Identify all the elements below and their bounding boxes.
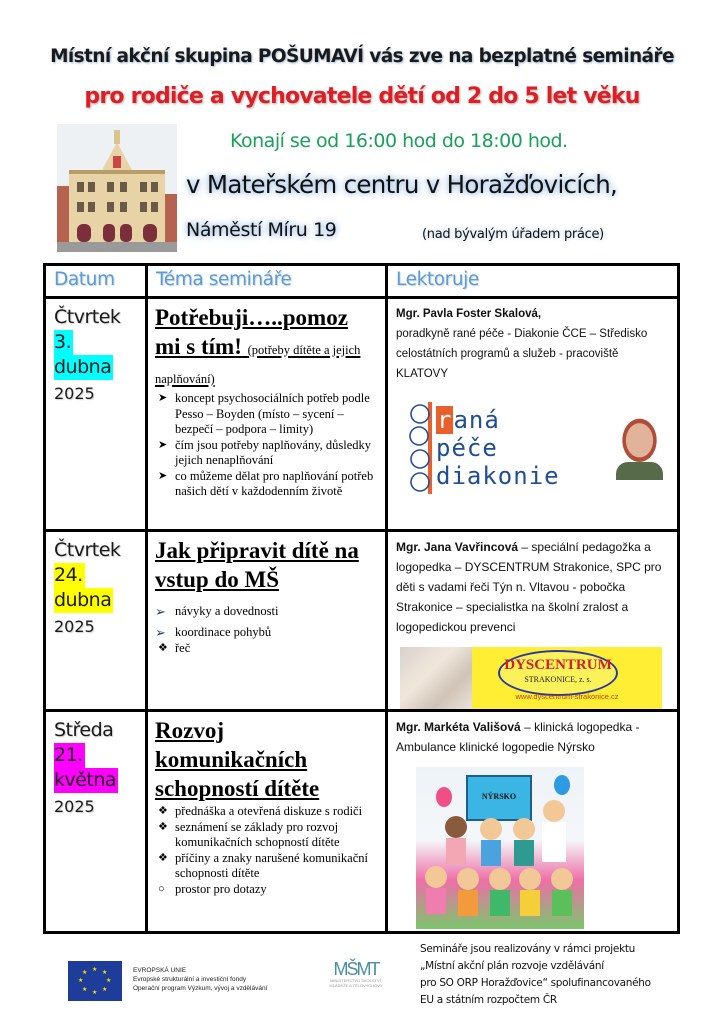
weekday: Čtvrtek [54,306,121,328]
eu-star-icon: ★ [82,970,88,976]
eu-title: EVROPSKÁ UNIE [133,967,187,974]
lecturer-cell [387,298,679,531]
arrowhead-bullet-icon: ➤ [158,438,168,451]
month: dubna [54,356,112,378]
list-item [155,604,379,620]
project-line3: pro SO ORP Horažďovice“ spolufinancovaného [420,977,651,989]
project-line1: Semináře jsou realizovány v rámci projektu [420,943,636,955]
topic-title-text: Potřebuji…..pomoz mi s tím! [155,305,348,359]
logo-line2: diakonie [436,462,560,490]
date-cell [45,531,147,711]
event-address: Náměstí Míru 19 [186,219,337,241]
arrow-bullet-icon: ➢ [155,624,166,640]
diamond-bullet-icon: ❖ [158,820,168,833]
list-item-text: co můžeme dělat pro naplňování potřeb našich dětí v každodenním životě [175,468,374,498]
list-item-text: čím jsou potřeby naplňovány, důsledky jejich nenaplňování [175,437,372,467]
seminar-schedule-table [43,263,680,934]
list-item-text: koordinace pohybů [175,624,272,639]
eu-flag-logo [68,961,122,1001]
list-item [155,469,379,500]
event-time: Konají se od 16:00 hod do 18:00 hod. [230,130,568,152]
msmt-mark: MŠMT [333,959,379,979]
circle-bullet-icon: ○ [158,882,165,895]
event-address-note: (nad bývalým úřadem práce) [422,227,604,242]
year: 2025 [54,384,95,403]
date-cell [45,711,147,933]
lecturer-portrait [608,416,671,480]
day-number: 24. [54,564,83,586]
project-line2: „Místní akční plán rozvoje vzdělávání [420,960,604,972]
children-faces-icon [408,402,434,494]
dyscentrum-name: DYSCENTRUM [504,657,612,673]
table-header-row [45,265,679,298]
year: 2025 [54,617,95,636]
arrowhead-bullet-icon: ➤ [158,469,168,482]
arrowhead-bullet-icon: ➤ [158,392,168,404]
msmt-logo [328,960,384,988]
list-item-text: řeč [175,641,191,655]
list-item-text: koncept psychosociálních potřeb podle Pesso – Boyden (místo – sycení – bezpečí – podpora – limity) [175,391,370,436]
eu-star-icon: ★ [92,967,98,973]
rana-pece-diakonie-logo [408,402,671,494]
event-venue: v Mateřském centru v Horažďovicích, [186,170,618,199]
dyscentrum-banner [400,647,662,709]
column-header-date: Datum [45,265,147,298]
topic-list [155,641,379,657]
project-line4: EU a státním rozpočtem ČR [420,994,557,1006]
eu-star-icon: ★ [82,987,88,993]
column-header-lecturer: Lektoruje [387,265,679,298]
diamond-bullet-icon: ❖ [158,851,168,864]
arrow-bullet-icon: ➢ [155,604,166,619]
topic-cell [147,531,387,711]
eu-star-icon: ★ [92,990,98,996]
day-number: 3. [54,331,72,353]
logo-line1: aná péče [436,406,500,462]
list-item [155,851,379,882]
table-row [45,711,679,933]
project-funding-note [420,941,651,1009]
diamond-bullet-icon: ❖ [158,642,168,654]
rana-pece-text [436,406,574,490]
topic-list [155,804,379,897]
dyscentrum-url: www.dyscentrum-strakonice.cz [515,692,619,701]
topic-subtitle: (potřeby dítěte a jejich naplňování) [155,343,361,386]
month: května [54,769,117,791]
table-row [45,531,679,711]
list-item [155,625,379,641]
table-row [45,298,679,531]
lecturer-description: poradkyně rané péče - Diakonie ČCE – Středisko celostátních programů a služeb - pracoviště KLATOVY [396,328,648,380]
list-item-text: návyky a dovednosti [175,604,279,618]
eu-line2: Evropské strukturální a investiční fondy [133,976,247,983]
month: dubna [54,589,112,611]
topic-title: Jak připravit dítě na vstup do MŠ [155,538,359,592]
topic-cell [147,298,387,531]
msmt-sub: MINISTERSTVO ŠKOLSTVÍ, MLÁDEŽE A TĚLOVÝCHOVY [329,978,383,988]
year: 2025 [54,797,95,816]
lecturer-description: – speciální pedagožka a logopedka – DYSCENTRUM Strakonice, SPC pro děti s vadami řeči Týn n. Vltavou - pobočka Strakonice – specialistka na školní zralost a logopedickou prevenci [396,540,662,634]
speech-therapy-illustration [416,767,584,929]
audience-heading: pro rodiče a vychovatele dětí od 2 do 5 let věku [84,84,640,109]
weekday: Středa [54,719,114,741]
topic-title [155,303,379,390]
eu-star-icon: ★ [102,970,108,976]
eu-line3: Operační program Výzkum, vývoj a vzdělávání [133,985,268,992]
lecturer-cell [387,531,679,711]
lecturer-name: Mgr. Pavla Foster Skalová, [396,308,542,320]
list-item [155,391,379,438]
invitation-heading: Místní akční skupina POŠUMAVÍ vás zve na bezplatné semináře [50,46,674,67]
lecturer-description: – klinická logopedka - Ambulance klinické logopedie Nýrsko [396,720,640,754]
lecturer-name: Mgr. Jana Vavřincová [396,540,519,554]
topic-title: Rozvoj komunikačních schopností dítěte [155,718,320,801]
weekday: Čtvrtek [54,539,121,561]
eu-funding-text [133,966,267,993]
children-group [416,767,584,929]
column-header-topic: Téma semináře [147,265,387,298]
topic-list [155,604,379,640]
list-item-text: prostor pro dotazy [175,881,267,896]
eu-star-icon: ★ [78,978,84,984]
eu-star-icon: ★ [102,987,108,993]
child-collage-photo [400,647,472,709]
lecturer-name: Mgr. Markéta Vališová [396,720,521,734]
list-item-text: příčiny a znaky narušené komunikační schopnosti dítěte [175,850,368,880]
list-item [155,438,379,469]
list-item-text: přednáška a otevřená diskuze s rodiči [175,804,363,818]
topic-list [155,391,379,500]
logo-highlight-letter: r [437,406,453,434]
eu-star-icon: ★ [106,978,112,984]
nyrsko-poster: NÝRSKO [466,775,532,821]
date-cell [45,298,147,531]
list-item [155,804,379,820]
topic-cell [147,711,387,933]
diamond-bullet-icon: ❖ [158,805,168,817]
dyscentrum-logo [472,647,662,709]
list-item-text: seznámení se základy pro rozvoj komunikačních schopností dítěte [175,819,340,849]
town-hall-illustration [57,124,177,252]
list-item [155,820,379,851]
lecturer-cell [387,711,679,933]
list-item [155,882,379,898]
day-number: 21. [54,744,83,766]
town-hall-photo [57,124,177,252]
dyscentrum-sub: STRAKONICE, z. s. [524,675,592,684]
list-item [155,641,379,657]
